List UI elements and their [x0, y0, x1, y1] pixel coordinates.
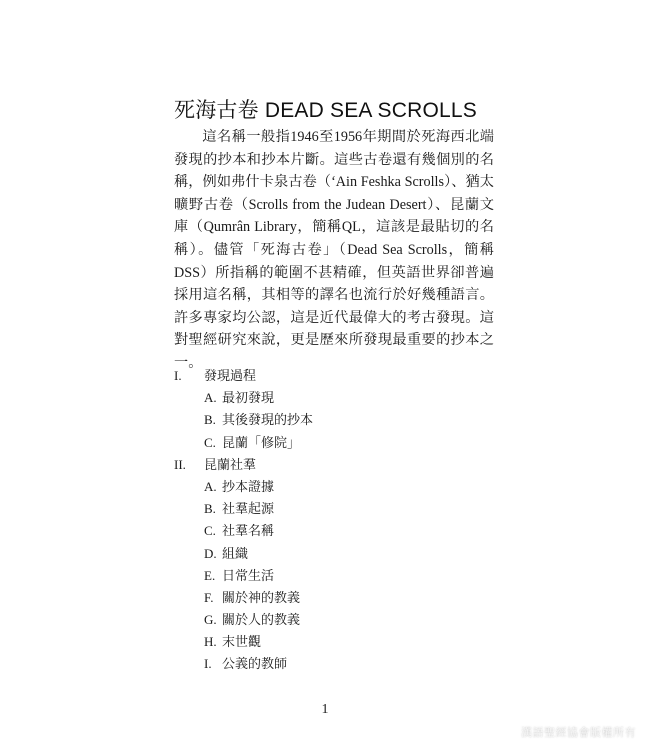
outline-subitem-number: I. [204, 656, 212, 672]
page-number: 1 [321, 702, 329, 717]
outline-section [174, 454, 494, 476]
outline-subitem-number: B. [204, 501, 216, 517]
outline-subitem [174, 432, 494, 454]
outline-subitem [174, 409, 494, 431]
outline-subitem-label: 組織 [222, 545, 249, 561]
outline-subitem-number: A. [204, 478, 217, 494]
outline-subitem-label: 社羣名稱 [222, 523, 275, 539]
outline-section [174, 365, 494, 387]
outline-subitem-number: A. [204, 390, 217, 406]
outline-subitem-number: F. [204, 589, 214, 605]
outline-subitem-label: 日常生活 [222, 567, 275, 583]
outline-subitem-number: C. [204, 434, 216, 450]
outline-subitem-label: 關於人的教義 [222, 612, 301, 628]
copyright-watermark: 漢語聖經協會版權所有 [521, 726, 636, 739]
intro-paragraph: 這名稱一般指1946至1956年期間於死海西北端發現的抄本和抄本片斷。這些古卷還有幾個別的名稱，例如弗什卡泉古卷（‘Ain Feshka Scrolls）、猶太曠野古卷（Scrolls from the Judean Desert）、昆蘭文庫（Qumrân Library，簡稱QL，這該是最貼切的名稱）。儘管「死海古卷」（Dead Sea Scrolls，簡稱DSS）所指稱的範圍不甚精確，但英語世界卻普遍採用這名稱，其相等的譯名也流行於好幾種語言。許多專家均公認，這是近代最偉大的考古發現。這對聖經研究來說，更是歷來所發現最重要的抄本之一。 [174, 129, 494, 371]
outline-section-number: II. [174, 456, 186, 472]
outline-subitem-label: 社羣起源 [222, 501, 275, 517]
outline-subitem-label: 昆蘭「修院」 [222, 434, 301, 450]
outline-subitem-label: 末世觀 [222, 634, 262, 650]
outline-list [174, 365, 494, 676]
article-title: 死海古卷 DEAD SEA SCROLLS [174, 99, 477, 123]
outline-subitem-number: E. [204, 567, 216, 583]
outline-subitem [174, 609, 494, 631]
outline-subitem-label: 關於神的教義 [222, 589, 301, 605]
outline-subitem-label: 最初發現 [222, 390, 275, 406]
outline-subitem [174, 387, 494, 409]
outline-subitem [174, 565, 494, 587]
outline-subitem [174, 653, 494, 675]
outline-section-number: I. [174, 368, 182, 383]
outline-section-label: 昆蘭社羣 [204, 456, 257, 472]
outline-subitem [174, 498, 494, 520]
outline-subitem-number: G. [204, 612, 217, 628]
outline-subitem-label: 其後發現的抄本 [222, 412, 314, 428]
outline-subitem [174, 520, 494, 542]
outline-subitem-number: D. [204, 545, 217, 561]
outline-subitem-label: 公義的教師 [222, 656, 288, 672]
outline-subitem [174, 476, 494, 498]
outline-subitem-label: 抄本證據 [222, 478, 275, 494]
outline-section-label: 發現過程 [204, 368, 257, 383]
outline-subitem-number: H. [204, 634, 217, 650]
outline-subitem [174, 587, 494, 609]
outline-subitem [174, 631, 494, 653]
outline-subitem-number: C. [204, 523, 216, 539]
outline-subitem-number: B. [204, 412, 216, 428]
outline-subitem [174, 543, 494, 565]
